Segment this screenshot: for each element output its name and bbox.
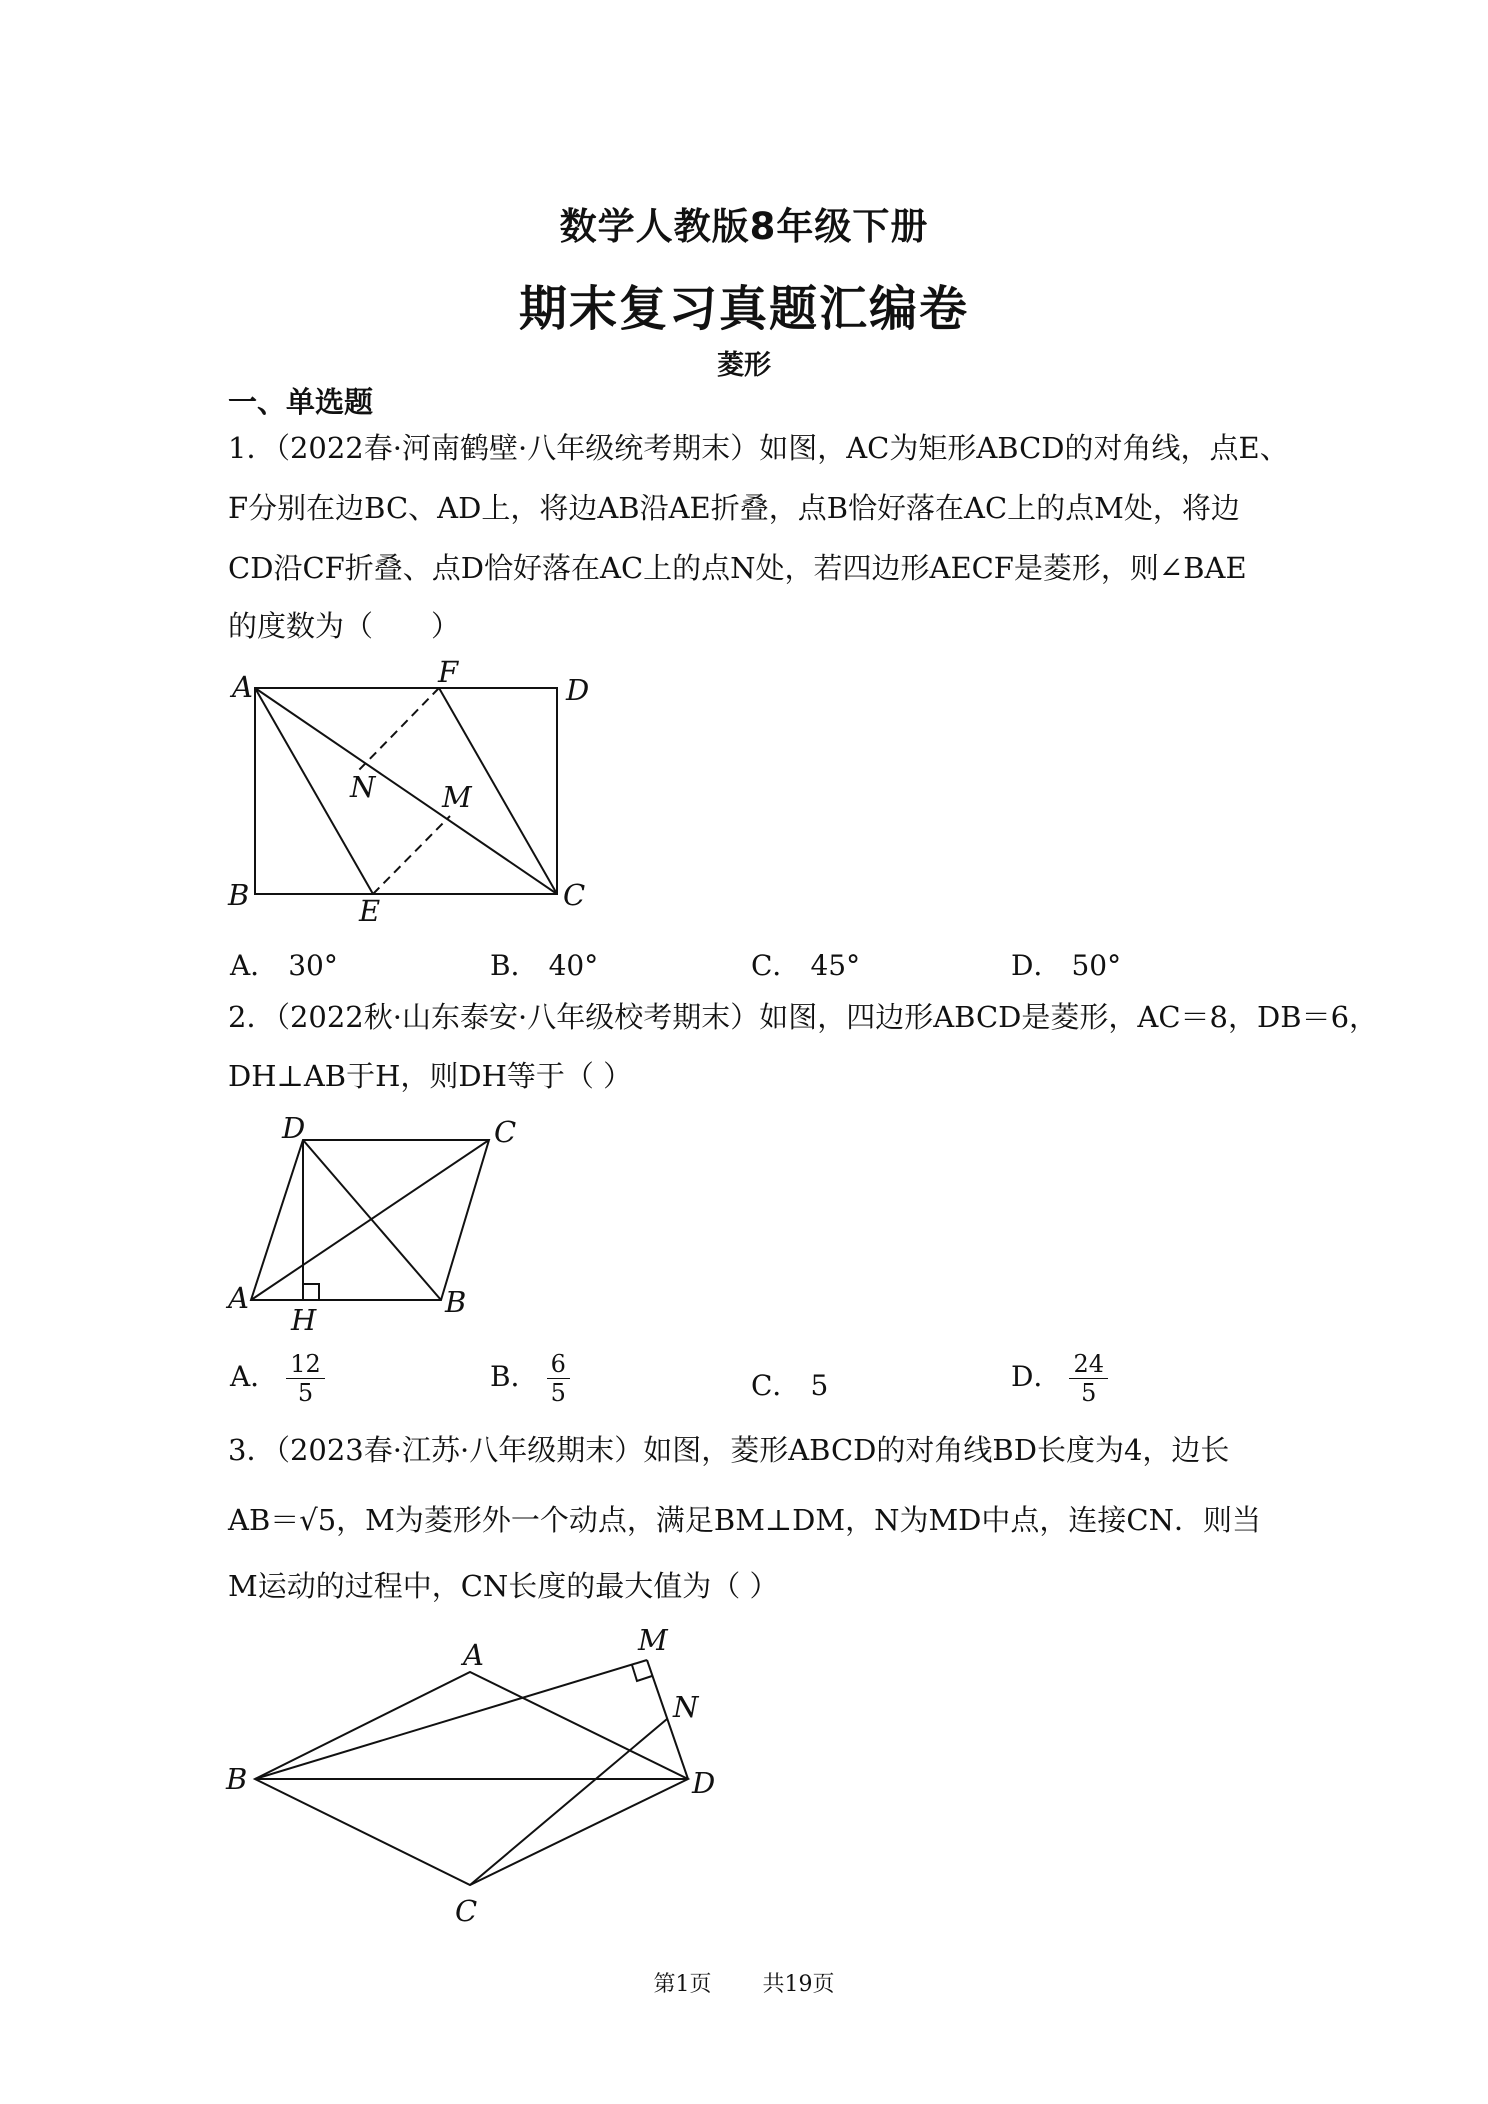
point-label-e: E bbox=[359, 894, 381, 928]
point-label-d: D bbox=[282, 1111, 306, 1145]
document-title: 数学人教版8年级下册 bbox=[559, 205, 929, 248]
question-3-line-3: M运动的过程中，CN长度的最大值为（ ） bbox=[228, 1569, 779, 1603]
point-label-a: A bbox=[463, 1638, 484, 1672]
point-label-d: D bbox=[692, 1766, 716, 1800]
point-label-b: B bbox=[228, 878, 250, 912]
point-label-b: B bbox=[226, 1762, 248, 1796]
question-3-line-2: AB＝√5，M为菱形外一个动点，满足BM⊥DM，N为MD中点，连接CN．则当 bbox=[228, 1503, 1261, 1537]
point-label-a: A bbox=[232, 670, 253, 704]
question-3-line-1: 3．（2023春·江苏·八年级期末）如图，菱形ABCD的对角线BD长度为4，边长 bbox=[228, 1433, 1230, 1467]
question-1-line-2: F分别在边BC、AD上，将边AB沿AE折叠，点B恰好落在AC上的点M处，将边 bbox=[228, 491, 1240, 525]
point-label-m: M bbox=[442, 780, 472, 814]
point-label-c: C bbox=[494, 1115, 517, 1149]
q2-option-b: B． $\frac{6}{5}$ bbox=[490, 1350, 570, 1407]
question-1-line-1: 1．（2022春·河南鹤壁·八年级统考期末）如图，AC为矩形ABCD的对角线，点E、 bbox=[228, 431, 1289, 465]
point-label-h: H bbox=[291, 1303, 317, 1337]
point-label-a: A bbox=[228, 1281, 249, 1315]
point-label-b: B bbox=[445, 1285, 467, 1319]
page-total: 共19页 bbox=[762, 1972, 835, 1997]
question-1-line-4: 的度数为（ ） bbox=[228, 609, 461, 643]
q2-option-d: D． $\frac{24}{5}$ bbox=[1011, 1350, 1108, 1407]
page-number: 第1页 bbox=[653, 1972, 712, 1997]
q1-option-b: B． 40° bbox=[490, 949, 599, 982]
point-label-d: D bbox=[566, 673, 590, 707]
question-2-line-2: DH⊥AB于H，则DH等于（ ） bbox=[228, 1059, 633, 1093]
point-label-n: N bbox=[673, 1690, 699, 1724]
q1-option-a: A． 30° bbox=[230, 949, 338, 982]
q2-option-c: C． 5 bbox=[751, 1369, 829, 1402]
point-label-f: F bbox=[438, 655, 459, 689]
document-topic: 菱形 bbox=[717, 350, 771, 381]
point-label-n: N bbox=[350, 770, 376, 804]
document-main-title: 期末复习真题汇编卷 bbox=[518, 281, 969, 337]
section-heading: 一、单选题 bbox=[228, 385, 374, 419]
q1-option-d: D． 50° bbox=[1011, 949, 1122, 982]
point-label-m: M bbox=[638, 1623, 668, 1657]
question-1-line-3: CD沿CF折叠、点D恰好落在AC上的点N处，若四边形AECF是菱形，则∠BAE bbox=[228, 551, 1247, 585]
segment-bm bbox=[255, 1660, 647, 1779]
q1-option-c: C． 45° bbox=[751, 949, 861, 982]
segment-cn bbox=[470, 1719, 667, 1885]
page-footer bbox=[0, 1967, 1488, 1998]
point-label-c: C bbox=[455, 1894, 478, 1928]
question-2-line-1: 2．（2022秋·山东泰安·八年级校考期末）如图，四边形ABCD是菱形，AC＝8，DB＝6， bbox=[228, 1000, 1379, 1034]
q2-option-a: A． $\frac{12}{5}$ bbox=[230, 1350, 325, 1407]
point-label-c: C bbox=[563, 878, 586, 912]
